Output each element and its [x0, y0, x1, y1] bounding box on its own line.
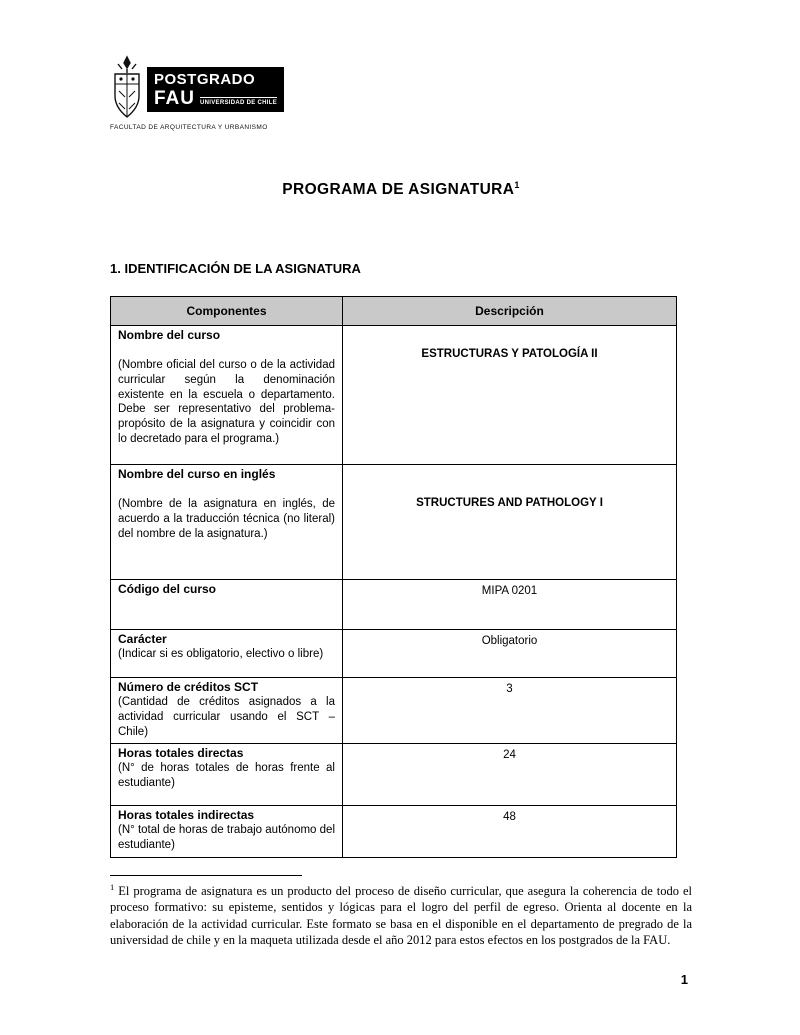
table-row-codigo — [111, 580, 677, 630]
document-title-text: PROGRAMA DE ASIGNATURA — [282, 181, 515, 199]
value-cell: 3 — [343, 678, 677, 744]
table-row-creditos — [111, 678, 677, 744]
component-description: (N° total de horas de trabajo autónomo del estudiante) — [118, 824, 335, 852]
logo-fau-text: FAU — [154, 88, 195, 109]
component-cell — [111, 678, 343, 744]
component-cell — [111, 806, 343, 857]
footnote — [110, 882, 692, 949]
component-description: (Indicar si es obligatorio, electivo o libre) — [118, 648, 324, 661]
column-header-descripcion: Descripción — [343, 297, 677, 326]
logo-postgrado-text: POSTGRADO — [154, 71, 256, 88]
component-title: Horas totales indirectas — [118, 808, 255, 823]
component-cell — [111, 326, 343, 465]
table-row-horas-directas — [111, 744, 677, 806]
component-description: (N° de horas totales de horas frente al estudiante) — [118, 762, 335, 790]
value-cell: MIPA 0201 — [343, 580, 677, 630]
component-title: Carácter — [118, 632, 167, 647]
identification-table — [110, 296, 677, 858]
value-cell: 48 — [343, 806, 677, 857]
footnote-separator — [110, 875, 302, 876]
logo-university-text: UNIVERSIDAD DE CHILE — [200, 97, 277, 106]
logo-box — [147, 67, 284, 112]
component-title: Código del curso — [118, 582, 217, 597]
logo — [110, 55, 284, 131]
page-number: 1 — [680, 972, 688, 987]
component-description: (Cantidad de créditos asignados a la actividad curricular usando el SCT – Chile) — [118, 696, 335, 738]
component-cell — [111, 744, 343, 806]
document-title — [110, 180, 692, 199]
component-title: Horas totales directas — [118, 746, 244, 761]
component-title: Nombre del curso en inglés — [118, 467, 276, 482]
value-cell: ESTRUCTURAS Y PATOLOGÍA II — [343, 326, 677, 465]
table-row-horas-indirectas — [111, 806, 677, 857]
component-cell — [111, 630, 343, 678]
university-crest-icon — [110, 55, 144, 121]
value-cell: Obligatorio — [343, 630, 677, 678]
component-description: (Nombre de la asignatura en inglés, de acuerdo a la traducción técnica (no literal) del nombre de la asignatura.) — [118, 498, 335, 540]
table-row-nombre-curso — [111, 326, 677, 465]
value-cell: 24 — [343, 744, 677, 806]
column-header-componentes: Componentes — [111, 297, 343, 326]
table-header-row — [111, 297, 677, 326]
value-cell: STRUCTURES AND PATHOLOGY I — [343, 465, 677, 580]
component-cell — [111, 580, 343, 630]
section-heading: 1. IDENTIFICACIÓN DE LA ASIGNATURA — [110, 261, 361, 277]
table-row-nombre-ingles — [111, 465, 677, 580]
component-title: Número de créditos SCT — [118, 680, 259, 695]
footnote-text: El programa de asignatura es un producto del proceso de diseño curricular, que asegura la coherencia de todo el proceso formativo: su episteme, sentidos y lógicas para el logro del perfil de egreso. Orienta al docente en la elaboración de la actividad curricular. Este formato se basa en el disponible en el departamento de pregrado de la universidad de chile y en la maqueta utilizada desde el año 2012 para estos efectos en los postgrados de la FAU. — [110, 883, 693, 948]
title-footnote-marker: 1 — [514, 180, 520, 190]
component-description: (Nombre oficial del curso o de la actividad curricular según la denominación existente en la escuela o departamento. Debe ser representativo del problema-propósito de la asignatura y coincidir con lo decretado para el programa.) — [118, 359, 335, 445]
component-title: Nombre del curso — [118, 328, 221, 343]
table-row-caracter — [111, 630, 677, 678]
component-cell — [111, 465, 343, 580]
logo-faculty-text: FACULTAD DE ARQUITECTURA Y URBANISMO — [110, 124, 268, 131]
footnote-marker: 1 — [110, 881, 115, 892]
